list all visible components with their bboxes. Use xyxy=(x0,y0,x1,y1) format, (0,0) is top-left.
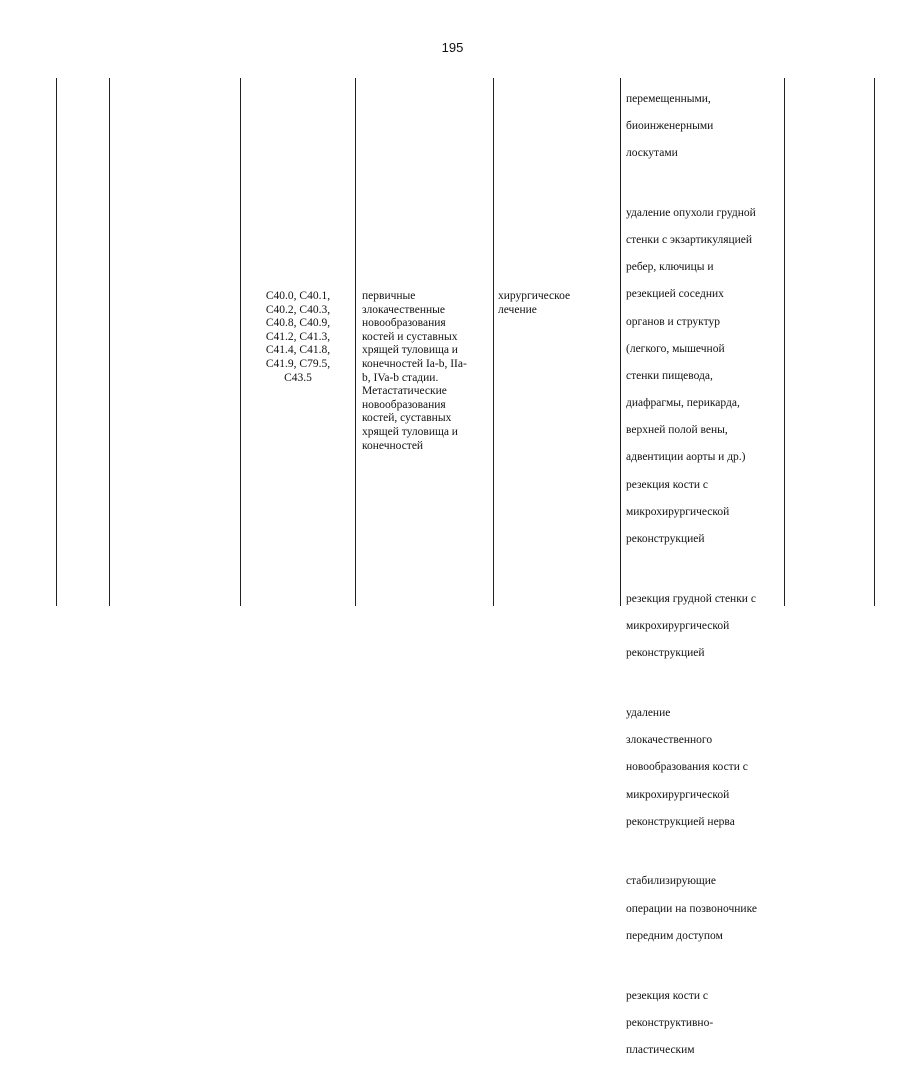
method-line: (легкого, мышечной xyxy=(626,342,725,355)
table-border-right xyxy=(874,78,875,606)
diagnosis-cell xyxy=(362,290,490,453)
icd-code-line: C40.2, C40.3, xyxy=(265,303,331,316)
method-item xyxy=(626,79,784,174)
method-line: удаление опухоли грудной xyxy=(626,206,756,219)
icd-code-line: C40.0, C40.1, xyxy=(265,290,331,302)
table-border-col-1 xyxy=(109,78,110,606)
table-border-col-2 xyxy=(240,78,241,606)
diagnosis-line: хрящей туловища и xyxy=(362,344,458,357)
method-line: реконструкцией нерва xyxy=(626,815,735,828)
method-line: микрохирургической xyxy=(626,505,730,518)
method-line: лоскутами xyxy=(626,146,678,159)
method-line: пластическим xyxy=(626,1044,695,1056)
icd-code-line: C40.8, C40.9, xyxy=(265,317,331,330)
diagnosis-line: конечностей xyxy=(362,439,424,452)
treatment-methods-cell xyxy=(626,79,784,1071)
method-item xyxy=(626,862,784,957)
method-line: резекция кости с xyxy=(626,989,709,1002)
method-line: перемещенными, xyxy=(626,92,711,105)
method-line: микрохирургической xyxy=(626,788,730,801)
table-border-col-3 xyxy=(355,78,356,606)
table-border-left xyxy=(56,78,57,606)
method-line: адвентиции аорты и др.) xyxy=(626,451,746,464)
table-border-col-5 xyxy=(620,78,621,606)
method-line: верхней полой вены, xyxy=(626,424,728,437)
method-item xyxy=(626,693,784,843)
method-line: стабилизирующие xyxy=(626,875,717,888)
method-line: стенки пищевода, xyxy=(626,369,713,382)
method-line: резекция кости с xyxy=(626,478,709,491)
method-line: резекцией соседних xyxy=(626,288,724,301)
diagnosis-line: b, IVa-b стадии. xyxy=(362,371,439,384)
treatment-line: лечение xyxy=(498,303,537,316)
method-line: удаление xyxy=(626,706,671,719)
method-line: злокачественного xyxy=(626,734,713,747)
diagnosis-line: злокачественные xyxy=(362,303,445,316)
table-border-col-6 xyxy=(784,78,785,606)
table-border-col-4 xyxy=(493,78,494,606)
diagnosis-line: новообразования xyxy=(362,398,446,411)
page-number: 195 xyxy=(441,40,464,55)
icd-code-line: C43.5 xyxy=(284,371,312,384)
diagnosis-line: новообразования xyxy=(362,317,446,330)
icd-code-line: C41.4, C41.8, xyxy=(265,344,331,357)
method-line: биоинженерными xyxy=(626,119,714,132)
icd-code-line: C41.2, C41.3, xyxy=(265,330,331,343)
icd-code-line: C41.9, C79.5, xyxy=(265,357,331,370)
diagnosis-line: хрящей туловища и xyxy=(362,425,458,438)
method-line: операции на позвоночнике xyxy=(626,902,757,915)
method-line: микрохирургической xyxy=(626,619,730,632)
method-line: ребер, ключицы и xyxy=(626,261,714,274)
method-line: резекция грудной стенки с xyxy=(626,592,756,605)
icd-codes-cell xyxy=(242,290,354,385)
diagnosis-line: костей и суставных xyxy=(362,330,458,343)
method-item xyxy=(626,976,784,1071)
method-item xyxy=(626,193,784,560)
method-line: реконструктивно- xyxy=(626,1016,714,1029)
method-line: стенки с экзартикуляцией xyxy=(626,233,753,246)
diagnosis-line: первичные xyxy=(362,290,416,302)
method-line: новообразования кости с xyxy=(626,761,748,774)
method-line: реконструкцией xyxy=(626,647,705,660)
method-item xyxy=(626,579,784,674)
treatment-line: хирургическое xyxy=(498,290,571,302)
diagnosis-line: Метастатические xyxy=(362,385,447,398)
method-line: органов и структур xyxy=(626,315,720,328)
method-line: реконструкцией xyxy=(626,533,705,545)
diagnosis-line: конечностей Ia-b, IIa- xyxy=(362,357,467,370)
method-line: передним доступом xyxy=(626,929,723,942)
diagnosis-line: костей, суставных xyxy=(362,412,452,425)
treatment-type-cell xyxy=(498,290,616,317)
method-line: диафрагмы, перикарда, xyxy=(626,397,740,410)
